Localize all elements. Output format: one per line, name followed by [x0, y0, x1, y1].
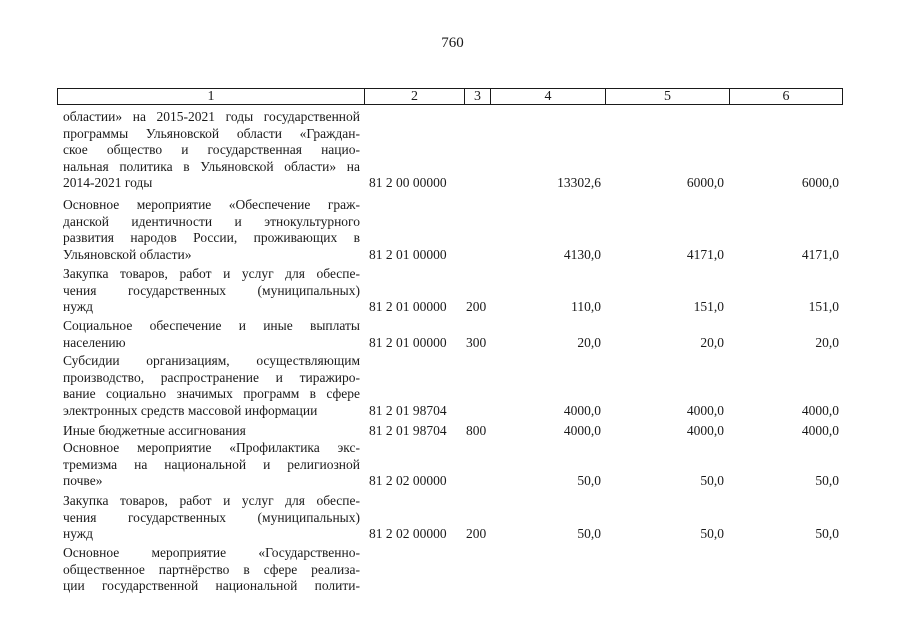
- table-row: [63, 493, 843, 543]
- row-description: [63, 545, 360, 595]
- amount-col-4: 110,0: [571, 299, 601, 315]
- header-col-4: 4: [490, 89, 605, 104]
- expense-type: 200: [466, 299, 487, 315]
- table-row: [63, 440, 843, 490]
- budget-code: 81 2 01 98704: [369, 402, 447, 418]
- expense-type: 300: [466, 334, 487, 350]
- amount-col-6: 4000,0: [801, 402, 839, 418]
- description-line: почве»: [63, 473, 103, 489]
- expense-type: 200: [466, 526, 487, 542]
- description-line: тремизма на национальной и религиозной: [63, 456, 360, 472]
- table-row: [63, 109, 843, 192]
- description-line: электронных средств массовой информации: [63, 402, 318, 418]
- row-description: [63, 493, 360, 543]
- amount-col-6: 4171,0: [801, 246, 839, 262]
- description-line: общественное партнёрство в сфере реализа-: [63, 561, 360, 577]
- budget-code: 81 2 01 00000: [369, 246, 447, 262]
- row-description: [63, 353, 360, 419]
- row-description: [63, 109, 360, 192]
- description-line: Субсидии организациям, осуществляющим: [63, 353, 360, 368]
- description-line: областии» на 2015-2021 годы государственной: [63, 109, 360, 124]
- amount-col-6: 4000,0: [801, 423, 839, 438]
- amount-col-5: 50,0: [700, 473, 724, 489]
- description-line: Социальное обеспечение и иные выплаты: [63, 318, 360, 333]
- description-line: нальная политика в Ульяновской области» на: [63, 158, 360, 174]
- description-line: Закупка товаров, работ и услуг для обеспе-: [63, 493, 360, 508]
- header-col-1: 1: [207, 89, 215, 104]
- description-line: ции государственной национальной полити-: [63, 578, 360, 594]
- row-description: [63, 318, 360, 351]
- budget-code: 81 2 00 00000: [369, 175, 447, 191]
- description-line: вание социально значимых программ в сфере: [63, 386, 360, 402]
- description-line: Основное мероприятие «Профилактика экс-: [63, 440, 360, 455]
- amount-col-5: 4000,0: [686, 402, 724, 418]
- amount-col-4: 4000,0: [563, 402, 601, 418]
- row-description: [63, 197, 360, 263]
- table-row: [63, 353, 843, 419]
- description-line: производство, распространение и тиражиро-: [63, 369, 360, 385]
- page-number: 760: [441, 35, 464, 51]
- amount-col-5: 4171,0: [686, 246, 724, 262]
- amount-col-4: 50,0: [577, 526, 601, 542]
- amount-col-5: 4000,0: [686, 423, 724, 438]
- header-col-5: 5: [605, 89, 729, 104]
- description-line: 2014-2021 годы: [63, 175, 153, 191]
- amount-col-6: 151,0: [808, 299, 839, 315]
- description-line: Закупка товаров, работ и услуг для обеспе-: [63, 266, 360, 281]
- description-line: Ульяновской области»: [63, 246, 192, 262]
- header-col-3: 3: [464, 89, 490, 104]
- table-row: [63, 197, 843, 263]
- amount-col-4: 4130,0: [563, 246, 601, 262]
- amount-col-4: 4000,0: [563, 423, 601, 438]
- row-description: [63, 266, 360, 316]
- description-line: Иные бюджетные ассигнования: [63, 423, 246, 438]
- budget-code: 81 2 01 98704: [369, 423, 447, 438]
- description-line: Основное мероприятие «Обеспечение граж-: [63, 197, 360, 212]
- budget-code: 81 2 01 00000: [369, 299, 447, 315]
- description-line: развития народов России, проживающих в: [63, 230, 360, 246]
- description-line: ское общество и государственная нацио-: [63, 142, 360, 158]
- amount-col-5: 151,0: [693, 299, 724, 315]
- amount-col-4: 13302,6: [557, 175, 601, 191]
- amount-col-6: 50,0: [815, 473, 839, 489]
- amount-col-6: 50,0: [815, 526, 839, 542]
- table-row: [63, 266, 843, 316]
- table-row: [63, 423, 843, 440]
- amount-col-4: 20,0: [577, 334, 601, 350]
- description-line: данской идентичности и этнокультурного: [63, 213, 360, 229]
- table-row: [63, 318, 843, 351]
- expense-type: 800: [466, 423, 487, 438]
- row-description: [63, 440, 360, 490]
- amount-col-5: 50,0: [700, 526, 724, 542]
- table-row: [63, 545, 843, 595]
- table-header: [57, 88, 843, 105]
- header-col-6: 6: [729, 89, 842, 104]
- budget-code: 81 2 01 00000: [369, 334, 447, 350]
- description-line: чения государственных (муниципальных): [63, 282, 360, 298]
- amount-col-6: 6000,0: [801, 175, 839, 191]
- row-description: [63, 423, 360, 440]
- amount-col-6: 20,0: [815, 334, 839, 350]
- amount-col-4: 50,0: [577, 473, 601, 489]
- budget-code: 81 2 02 00000: [369, 473, 447, 489]
- description-line: чения государственных (муниципальных): [63, 509, 360, 525]
- description-line: программы Ульяновской области «Граждан-: [63, 125, 360, 141]
- description-line: населению: [63, 334, 126, 350]
- header-col-2: 2: [364, 89, 464, 104]
- amount-col-5: 6000,0: [686, 175, 724, 191]
- budget-code: 81 2 02 00000: [369, 526, 447, 542]
- description-line: Основное мероприятие «Государственно-: [63, 545, 360, 560]
- description-line: нужд: [63, 526, 93, 542]
- description-line: нужд: [63, 299, 93, 315]
- amount-col-5: 20,0: [700, 334, 724, 350]
